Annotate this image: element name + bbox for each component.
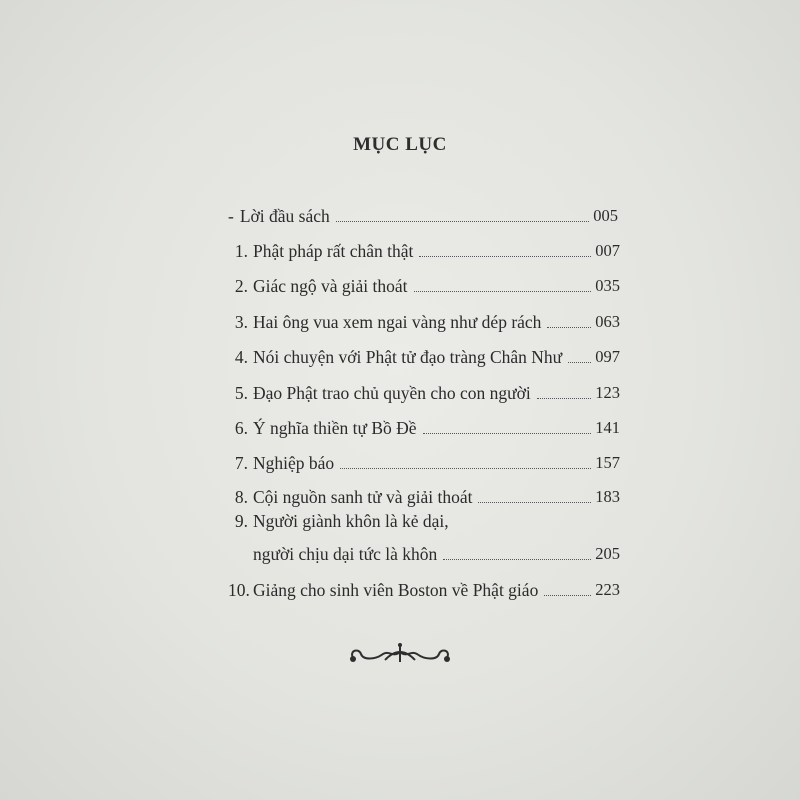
dot-leader xyxy=(414,291,592,292)
dot-leader xyxy=(443,559,591,560)
entry-page: 035 xyxy=(595,276,620,295)
dot-leader xyxy=(547,327,591,328)
entry-page: 123 xyxy=(595,383,620,402)
entry-title-line2: người chịu dại tức là khôn xyxy=(253,544,438,564)
toc-entry-continuation xyxy=(253,541,620,565)
entry-number: 6. xyxy=(234,418,248,438)
entry-page: 141 xyxy=(595,418,620,437)
dot-leader xyxy=(544,595,591,596)
entry-title: Nghiệp báo xyxy=(253,453,335,473)
toc-entry xyxy=(228,415,620,439)
entry-page: 183 xyxy=(595,487,620,506)
dot-leader xyxy=(419,256,591,257)
entry-page: 063 xyxy=(595,312,620,331)
dot-leader xyxy=(423,433,592,434)
entry-number: 1. xyxy=(234,241,248,261)
entry-title: Lời đầu sách xyxy=(239,206,330,226)
entry-number: 2. xyxy=(234,276,248,296)
toc-entry xyxy=(228,344,620,368)
entry-number: 9. xyxy=(234,511,248,531)
toc-entry xyxy=(228,238,620,262)
entry-title: Phật pháp rất chân thật xyxy=(253,241,414,261)
entry-page: 097 xyxy=(595,347,620,366)
toc-entry xyxy=(228,484,620,508)
dot-leader xyxy=(336,221,590,222)
entry-title: Cội nguồn sanh tử và giải thoát xyxy=(253,487,473,507)
page-title: MỤC LỤC xyxy=(353,134,447,155)
entry-number: 3. xyxy=(234,312,248,332)
toc-entry xyxy=(228,309,620,333)
toc-entry xyxy=(228,380,620,404)
dot-leader xyxy=(340,468,591,469)
entry-title: Giảng cho sinh viên Boston về Phật giáo xyxy=(253,580,539,600)
entry-title: Hai ông vua xem ngai vàng như dép rách xyxy=(253,312,542,332)
toc-entry xyxy=(228,273,620,297)
entry-title: Người giành khôn là kẻ dại, xyxy=(253,511,449,531)
toc-entry xyxy=(228,203,618,227)
toc-entry xyxy=(228,508,620,532)
entry-number: 8. xyxy=(234,487,248,507)
toc-entry xyxy=(228,450,620,474)
ornament-icon xyxy=(345,640,455,670)
dot-leader xyxy=(478,502,591,503)
dot-leader xyxy=(537,398,591,399)
entry-number: 5. xyxy=(234,383,248,403)
entry-title: Đạo Phật trao chủ quyền cho con người xyxy=(253,383,531,403)
entry-number: 10. xyxy=(228,580,250,600)
entry-page: 157 xyxy=(595,453,620,472)
toc-entry xyxy=(228,577,620,601)
entry-title: Giác ngộ và giải thoát xyxy=(253,276,408,296)
entry-page: 007 xyxy=(595,241,620,260)
entry-number: 4. xyxy=(234,347,248,367)
entry-title: Ý nghĩa thiền tự Bồ Đề xyxy=(253,418,417,438)
entry-number: - xyxy=(228,206,234,226)
entry-page: 205 xyxy=(595,544,620,563)
entry-page: 223 xyxy=(595,580,620,599)
dot-leader xyxy=(568,362,591,363)
entry-number: 7. xyxy=(234,453,248,473)
entry-title: Nói chuyện với Phật tử đạo tràng Chân Như xyxy=(253,347,563,367)
entry-page: 005 xyxy=(593,206,618,225)
